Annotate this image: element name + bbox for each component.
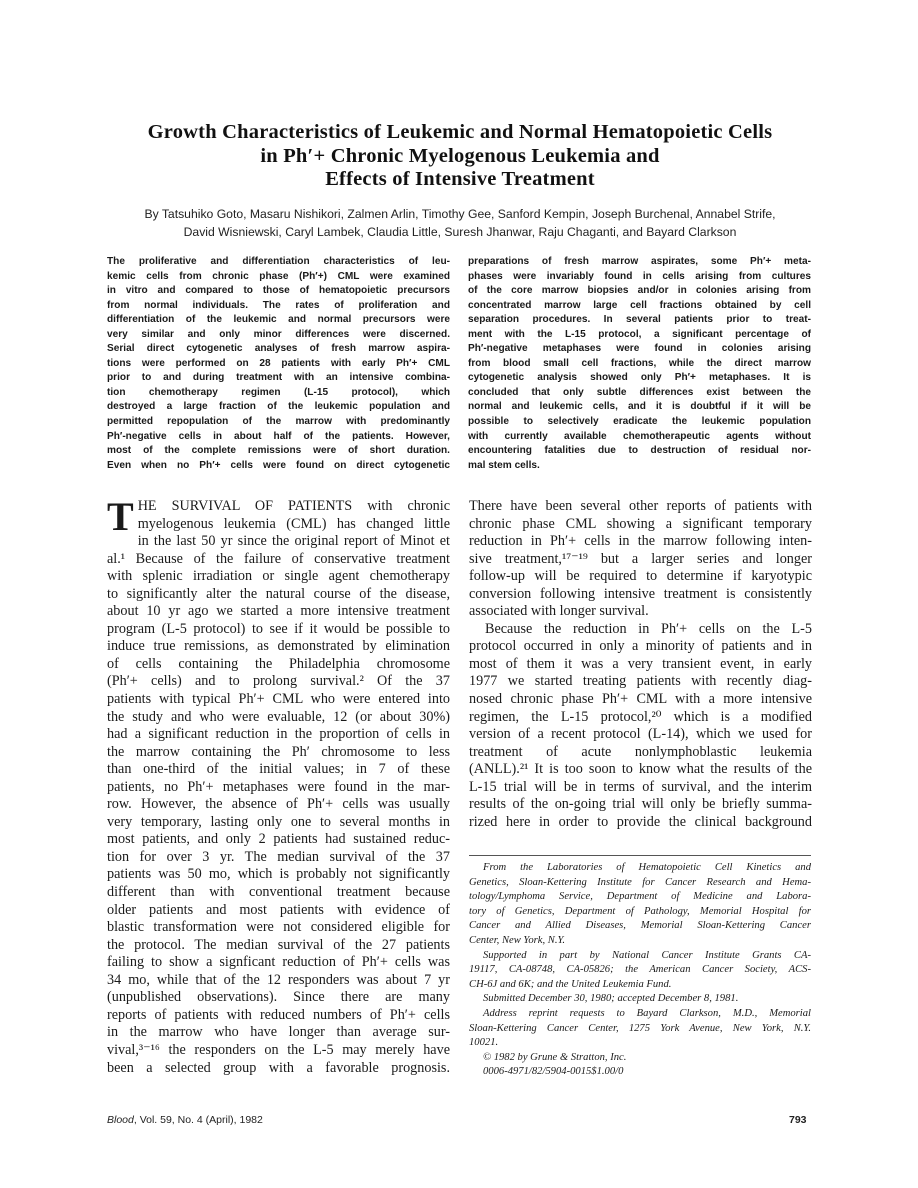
footnote-line: 19117, CA-08748, CA-05826; the American Cancer Society, ACS- xyxy=(469,964,811,976)
abstract-line: differentiation of the leukemic and normal precursors were xyxy=(107,314,450,326)
author-line: By Tatsuhiko Goto, Masaru Nishikori, Zalmen Arlin, Timothy Gee, Sanford Kempin, Joseph Burchenal, Annabel Strife, xyxy=(144,207,776,221)
body-line: the protocol. The median survival of the 27 patients xyxy=(107,936,450,953)
body-line: chronic phase CML showing a significant temporary xyxy=(469,515,812,532)
body-line: follow-up will be required to determine if karyotypic xyxy=(469,568,812,585)
body-line: reduction in Ph′+ cells in the marrow following inten- xyxy=(469,533,812,550)
body-line: vival,³⁻¹⁶ the responders on the L-5 may merely have xyxy=(107,1041,450,1058)
abstract-line: concluded that only subtle differences exist between the xyxy=(468,386,811,398)
body-line: reports of patients with reduced numbers of Ph′+ cells xyxy=(107,1006,450,1023)
article-title xyxy=(100,121,820,192)
body-line: version of a recent protocol (L-14), which we used for xyxy=(469,726,812,743)
journal-details: , Vol. 59, No. 4 (April), 1982 xyxy=(133,1114,263,1126)
body-line: most patients, and only 2 patients had sustained reduc- xyxy=(107,831,450,848)
footnote-line: Sloan-Kettering Cancer Center, 1275 York Avenue, New York, N.Y. xyxy=(469,1022,811,1034)
abstract-line: in vitro and compared to those of hematopoietic precursors xyxy=(107,285,450,297)
body-line: rized here in order to provide the clinical background xyxy=(469,813,812,830)
body-line: patients with typical Ph′+ CML who were entered into xyxy=(107,691,450,708)
body-line: patients, no Ph′+ metaphases were found in the mar- xyxy=(107,778,450,795)
abstract-line: concentrated marrow large cell fractions obtained by cell xyxy=(468,299,811,311)
abstract-line: encountering fatalities due to destruction of residual nor- xyxy=(468,445,811,457)
abstract-line: ment with the L-15 protocol, a significant percentage of xyxy=(468,328,811,340)
body-line: tion for over 3 yr. The median survival of the 37 xyxy=(107,848,450,865)
body-line: myelogenous leukemia (CML) has changed little xyxy=(137,515,450,532)
body-line: the marrow containing the Ph′ chromosome to less xyxy=(107,743,450,760)
footnote-divider xyxy=(469,855,811,856)
footnote-line: 0006-4971/82/5904-0015$1.00/0 xyxy=(483,1066,624,1078)
body-line: about 10 yr ago we started a more intensive treatment xyxy=(107,603,450,620)
body-left-column xyxy=(107,494,450,1077)
footnote-line: Submitted December 30, 1980; accepted December 8, 1981. xyxy=(483,993,739,1005)
abstract-line: with currently available chemotherapeutic agents without xyxy=(468,430,811,442)
abstract-line: Even when no Ph′+ cells were found on direct cytogenetic xyxy=(107,459,450,471)
body-right-column xyxy=(469,498,812,831)
footnote-line: tology/Lymphoma Service, Department of Medicine and Labora- xyxy=(469,891,811,903)
body-line: than one-third of the initial values; in 7 of these xyxy=(107,761,450,778)
abstract-line: Ph′-negative cells in about half of the patients. However, xyxy=(107,430,450,442)
body-line: (unpublished observations). Since there are many xyxy=(107,989,450,1006)
body-line: 34 mo, while that of the 12 responders was about 7 yr xyxy=(107,971,450,988)
abstract-line: The proliferative and differentiation characteristics of leu- xyxy=(107,256,450,267)
footnote-line: CH-6J and 6K; and the United Leukemia Fund. xyxy=(469,978,672,990)
footnote-line: 10021. xyxy=(469,1037,499,1049)
abstract-line: kemic cells from chronic phase (Ph′+) CML were examined xyxy=(107,270,450,282)
body-line: HE SURVIVAL OF PATIENTS with chronic xyxy=(137,498,450,514)
footnote-line: From the Laboratories of Hematopoietic Cell Kinetics and xyxy=(483,862,811,873)
body-line: (Ph′+ cells) and to prolong survival.² Of the 37 xyxy=(107,673,450,690)
body-line: sive treatment,¹⁷⁻¹⁹ but a larger series and longer xyxy=(469,550,812,567)
author-list xyxy=(100,205,820,241)
body-line: had a significant reduction in the proportion of cells in xyxy=(107,726,450,743)
title-line: Effects of Intensive Treatment xyxy=(325,168,595,190)
body-line: results of the on-going trial will only be briefly summa- xyxy=(469,796,812,813)
journal-name: Blood xyxy=(107,1114,134,1126)
abstract-line: mal stem cells. xyxy=(468,459,540,471)
body-line: treatment of acute nonlymphoblastic leukemia xyxy=(469,743,812,760)
body-line: of cells containing the Philadelphia chromosome xyxy=(107,655,450,672)
abstract-line: preparations of fresh marrow aspirates, some Ph′+ meta- xyxy=(468,256,811,267)
page-number: 793 xyxy=(789,1114,807,1126)
abstract-line: from normal individuals. The rates of proliferation and xyxy=(107,299,450,311)
title-line: in Ph′+ Chronic Myelogenous Leukemia and xyxy=(260,144,660,167)
body-line: nosed chronic phase Ph′+ CML with a more intensive xyxy=(469,691,812,708)
body-line: very temporary, lasting only one to several months in xyxy=(107,813,450,830)
abstract-line: Serial direct cytogenetic analyses of fresh marrow aspira- xyxy=(107,343,450,355)
abstract-right-column xyxy=(468,255,811,473)
abstract-line: most of the complete remissions were of short duration. xyxy=(107,445,450,457)
body-line: induce true remissions, as demonstrated by elimination xyxy=(107,638,450,655)
body-line: (ANLL).²¹ It is too soon to know what the results of the xyxy=(469,761,812,778)
footnotes xyxy=(469,861,811,1080)
abstract-line: from blood small cell fractions, while the direct marrow xyxy=(468,357,811,369)
body-line: 1977 we started treating patients with recently diag- xyxy=(469,673,812,690)
drop-cap: T xyxy=(107,494,134,539)
body-line: Because the reduction in Ph′+ cells on the L-5 xyxy=(485,620,812,637)
footnote-line: Center, New York, N.Y. xyxy=(469,934,566,946)
abstract-line: destroyed a large fraction of the leukemic population and xyxy=(107,401,450,413)
abstract-line: Ph′-negative metaphases were found in colonies arising xyxy=(468,343,811,355)
abstract-left-column xyxy=(107,255,450,473)
abstract-line: separation procedures. In several patients prior to treat- xyxy=(468,314,811,326)
body-line: with splenic irradiation or single agent chemotherapy xyxy=(107,568,450,585)
abstract-line: very similar and only minor differences were discerned. xyxy=(107,328,450,340)
abstract-line: tions were performed on 28 patients with early Ph′+ CML xyxy=(107,357,450,369)
abstract-line: possible to selectively eradicate the leukemic population xyxy=(468,416,811,428)
body-line: to significantly alter the natural course of the disease, xyxy=(107,585,450,602)
author-line: David Wisniewski, Caryl Lambek, Claudia Little, Suresh Jhanwar, Raju Chaganti, and Bayard Clarkson xyxy=(183,225,737,239)
body-line: blastic transformation were not considered eligible for xyxy=(107,919,450,936)
footnote-line: tory of Genetics, Department of Pathology, Memorial Hospital for xyxy=(469,905,811,917)
body-line: in the last 50 yr since the original report of Minot et xyxy=(137,533,450,550)
body-line: al.¹ Because of the failure of conservative treatment xyxy=(107,550,450,567)
abstract-line: phases were invariably found in cells arising from cultures xyxy=(468,270,811,282)
body-line: row. However, the absence of Ph′+ cells was usually xyxy=(107,796,450,813)
body-line: program (L-5 protocol) to see if it would be possible to xyxy=(107,620,450,637)
footnote-line: Supported in part by National Cancer Institute Grants CA- xyxy=(483,949,811,961)
abstract-line: prior to and during treatment with an intensive combina- xyxy=(107,372,450,384)
body-line: conversion following intensive treatment is consistently xyxy=(469,585,812,602)
body-line: been a selected group with a favorable prognosis. xyxy=(107,1059,450,1076)
abstract-line: normal and leukemic cells, and it is doubtful if it will be xyxy=(468,401,811,413)
body-line: failing to show a signficant reduction of Ph′+ cells was xyxy=(107,954,450,971)
body-line: the study and who were evaluable, 12 (or about 30%) xyxy=(107,708,450,725)
footnote-line: Cancer and Allied Diseases, Memorial Sloan-Kettering Cancer xyxy=(469,920,811,932)
abstract-line: cytogenetic analysis showed only Ph′+ metaphases. It is xyxy=(468,372,811,384)
body-line: different than with conventional treatment because xyxy=(107,884,450,901)
body-line: regimen, the L-15 protocol,²⁰ which is a modified xyxy=(469,708,812,725)
abstract-line: tion chemotherapy regimen (L-15 protocol), which xyxy=(107,386,450,398)
abstract-line: permitted repopulation of the marrow with predominantly xyxy=(107,416,450,428)
body-line: associated with longer survival. xyxy=(469,603,649,620)
body-line: in the marrow who have longer than average sur- xyxy=(107,1024,450,1041)
title-line: Growth Characteristics of Leukemic and Normal Hematopoietic Cells xyxy=(147,121,773,143)
footnote-line: © 1982 by Grune & Stratton, Inc. xyxy=(483,1051,627,1063)
body-line: patients was 50 mo, which is probably not significantly xyxy=(107,866,450,883)
body-line: most of them it was a very transient event, in early xyxy=(469,655,812,672)
body-line: older patients and most patients with evidence of xyxy=(107,901,450,918)
journal-citation xyxy=(107,1114,263,1126)
body-line: There have been several other reports of patients with xyxy=(469,498,812,514)
abstract-line: of the core marrow biopsies and/or in colonies arising from xyxy=(468,285,811,297)
body-line: protocol occurred in only a minority of patients and in xyxy=(469,638,812,655)
body-line: L-15 trial will be in terms of survival, and the interim xyxy=(469,778,812,795)
footnote-line: Genetics, Sloan-Kettering Institute for Cancer Research and Hema- xyxy=(469,876,811,888)
footnote-line: Address reprint requests to Bayard Clarkson, M.D., Memorial xyxy=(483,1007,811,1019)
